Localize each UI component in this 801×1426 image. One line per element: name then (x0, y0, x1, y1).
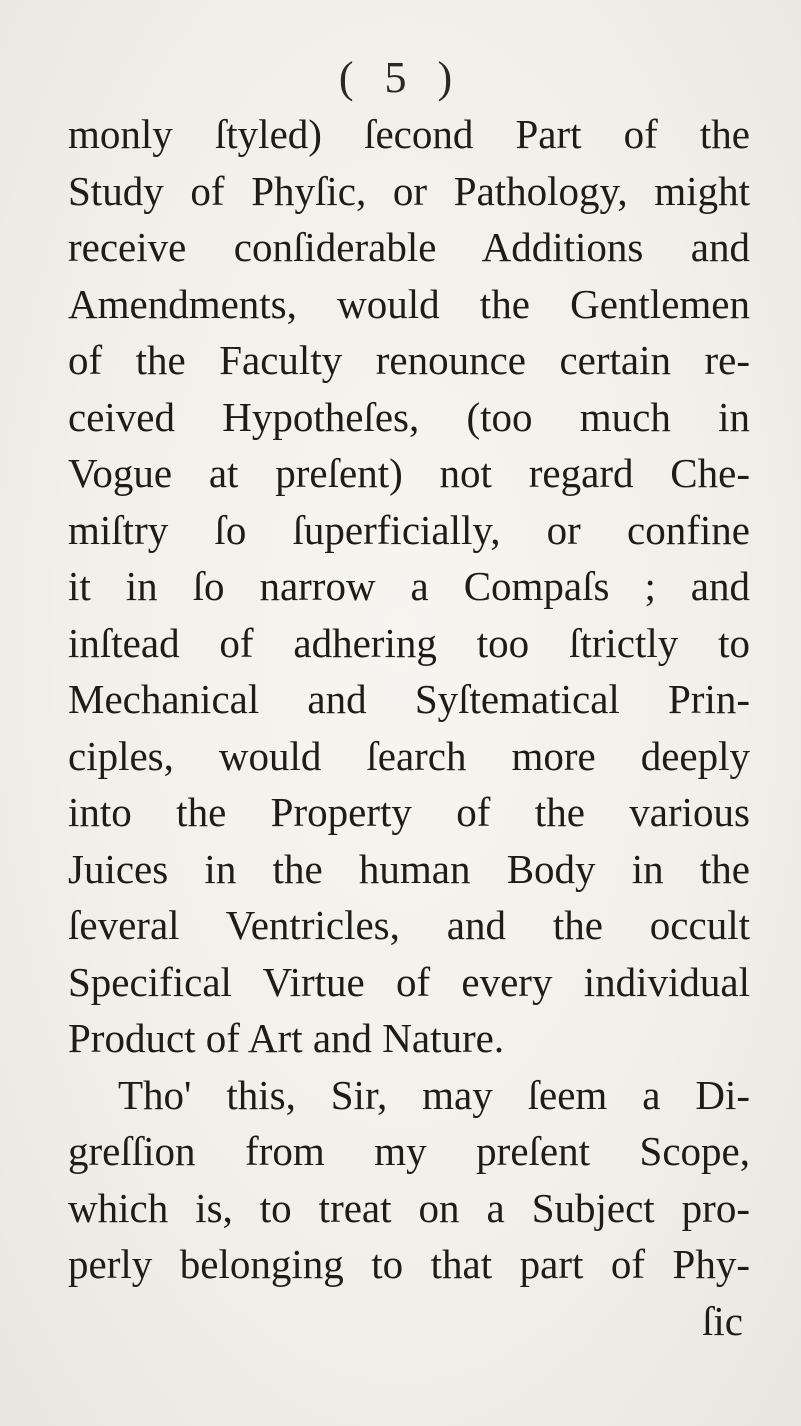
text-line-9: it in ſo narrow a Compaſs ; and (68, 563, 750, 609)
text-line-2: Study of Phyſic, or Pathology, might (68, 168, 750, 214)
page-number: ( 5 ) (338, 53, 463, 102)
text-line-4: Amendments, would the Gentlemen (68, 281, 750, 327)
text-line-12: ciples, would ſearch more deeply (68, 733, 750, 779)
text-line-16: Specifical Virtue of every individual (68, 959, 750, 1005)
text-line-14: Juices in the human Body in the (68, 846, 750, 892)
text-line-6: ceived Hypotheſes, (too much in (68, 394, 750, 440)
text-line-19: greſſion from my preſent Scope, (68, 1128, 750, 1174)
text-line-13: into the Property of the various (68, 789, 750, 835)
text-line-21: perly belonging to that part of Phy- (68, 1241, 750, 1287)
text-line-11: Mechanical and Syſtematical Prin- (68, 676, 750, 722)
text-line-8: miſtry ſo ſuperficially, or confine (68, 507, 750, 553)
text-line-20: which is, to treat on a Subject pro- (68, 1185, 750, 1231)
text-line-5: of the Faculty renounce certain re- (68, 337, 750, 383)
catchword: ſic (702, 1298, 743, 1344)
text-line-17: Product of Art and Nature. (68, 1015, 505, 1061)
text-line-3: receive conſiderable Additions and (68, 224, 750, 270)
text-line-1: monly ſtyled) ſecond Part of the (68, 111, 750, 157)
text-line-15: ſeveral Ventricles, and the occult (68, 902, 750, 948)
text-line-18: Tho' this, Sir, may ſeem a Di- (118, 1072, 750, 1118)
text-line-7: Vogue at preſent) not regard Che- (68, 450, 750, 496)
text-line-10: inſtead of adhering too ſtrictly to (68, 620, 750, 666)
